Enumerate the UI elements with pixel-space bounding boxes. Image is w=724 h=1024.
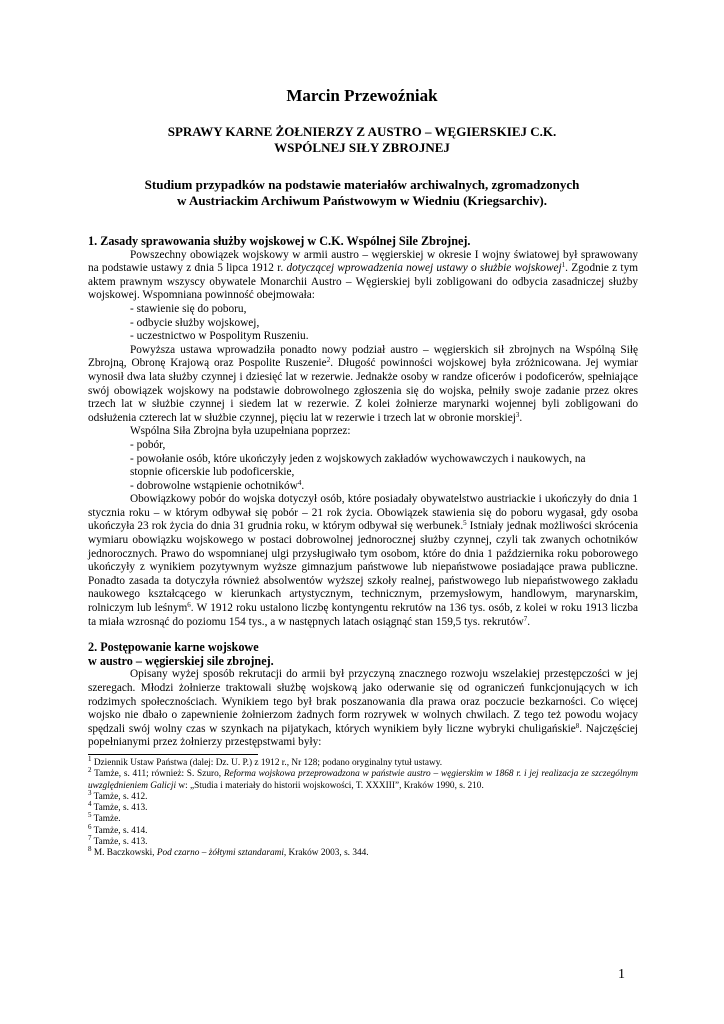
footnote-text: Tamże, s. 411; również: S. Szuro,	[94, 769, 224, 780]
list-item: - stawienie się do poboru,	[130, 302, 247, 315]
text-span: . Najczęściej popełnianymi przez żołnierzy przestępstwami były:	[88, 722, 638, 749]
document-subtitle	[100, 177, 624, 209]
footnote-ref: 6	[187, 601, 191, 610]
document-title	[100, 124, 624, 156]
footnote-ref: 8	[575, 721, 580, 730]
footnote-text: w: „Studia i materiały do historii wojskowości, T. XXXIII”, Kraków 1990, s. 210.	[176, 780, 484, 791]
footnote-text: Tamże, s. 413.	[93, 803, 148, 814]
footnotes	[88, 754, 638, 860]
footnote-text: Tamże, s. 413.	[93, 837, 148, 848]
footnote-2	[88, 766, 638, 792]
text-span: .	[527, 615, 531, 628]
subtitle-line-1: Studium przypadków na podstawie materiałów archiwalnych, zgromadzonych	[144, 177, 580, 192]
text-span: . Długość powinności wojskowej była zróżnicowana. Jej wymiar wynosił dwa lata służby czynnej i dziesięć lat w rezerwie. Jednakże osoby w randze oficerów i podoficerów, spełniające swój obowiązek wojskowy na podstawie dobrowolnego zgłoszenia się do wojska, pełniły swoje zadanie przez okres trzech lat w służbie czynnej i siedem lat w rezerwie. Z kolei żołnierze marynarki wojennej byli zobligowani do odsłużenia czterech lat w służbie czynnej, pięciu lat w rezerwie i trzech lat w obronie morskiej	[88, 357, 638, 424]
list-item: - odbycie służby wojskowej,	[130, 316, 260, 329]
text-span: . Zgodnie z tym aktem prawnym wszyscy obywatele Monarchii Austro – Węgierskiej byli zobligowani do odbycia zasadniczej służby wojskowej. Wspomniana powinność obejmowała:	[88, 262, 638, 302]
footnote-text: Tamże, s. 412.	[93, 791, 148, 802]
footnote-number: 1	[88, 754, 92, 763]
footnote-3	[88, 788, 638, 803]
author-name: Marcin Przewoźniak	[286, 86, 438, 105]
footnote-number: 2	[88, 766, 92, 775]
footnote-number: 8	[88, 845, 92, 854]
footnote-6	[88, 822, 638, 837]
text-span: - dobrowolne wstąpienie ochotników	[130, 479, 298, 492]
text-span: .	[301, 479, 305, 492]
italic-title: dotyczącej wprowadzenia nowej ustawy o służbie wojskowej	[286, 262, 562, 275]
footnote-1	[88, 754, 638, 769]
document-body	[88, 235, 638, 860]
list-item: - uczestnictwo w Pospolitym Ruszeniu.	[130, 330, 309, 343]
list-item: - pobór,	[130, 438, 166, 451]
footnote-text: Dziennik Ustaw Państwa (dalej: Dz. U. P.) z 1912 r., Nr 128; podano oryginalny tytuł ustawy.	[93, 757, 443, 768]
list-item-continuation: stopnie oficerskie lub podoficerskie,	[130, 466, 295, 479]
heading-line: 2. Postępowanie karne wojskowe	[88, 640, 259, 655]
footnote-ref: 5	[463, 519, 467, 528]
footnote-number: 7	[88, 834, 92, 843]
section-1-paragraph-2	[88, 344, 638, 426]
footnote-italic: Reforma wojskowa przeprowadzona w państwie austro – węgierskim w 1868 r. i jej realizacja ze szczególnym uwzględnieniem Galicji	[88, 769, 638, 791]
footnote-divider	[88, 754, 258, 755]
subtitle-line-2: w Austriackim Archiwum Państwowym w Wiedniu (Kriegsarchiv).	[177, 193, 547, 208]
heading-line: w austro – węgierskiej sile zbrojnej.	[88, 653, 274, 668]
section-1-heading: 1. Zasady sprawowania służby wojskowej w C.K. Wspólnej Sile Zbrojnej.	[88, 234, 471, 248]
footnote-number: 5	[88, 811, 92, 820]
footnote-text: M. Baczkowski,	[93, 848, 157, 859]
section-1-paragraph-3: Wspólna Siła Zbrojna była uzupełniana poprzez:	[130, 425, 351, 438]
footnote-text: Tamże, s. 414.	[93, 825, 148, 836]
title-line-1: SPRAWY KARNE ŻOŁNIERZY Z AUSTRO – WĘGIERSKIEJ C.K.	[167, 124, 557, 139]
list-item: - powołanie osób, które ukończyły jeden z wojskowych zakładów wychowawczych i naukowych, na	[130, 452, 586, 465]
footnote-ref: 2	[326, 356, 331, 365]
footnote-ref: 3	[515, 410, 520, 419]
text-span: Obowiązkowy pobór do wojska dotyczył osób, które posiadały obywatelstwo austriackie i ukończyły do dnia 1 stycznia roku – w którym odbywał się pobór – 21 rok życia. Obowiązek stawienia się do poboru wygasał, gdy osoba ukończyła 23 rok życia do dnia 31 grudnia roku, w którym odbywał się werbunek.	[88, 493, 638, 533]
footnote-ref: 1	[561, 261, 566, 270]
footnote-number: 4	[88, 800, 92, 809]
section-1-paragraph-4	[88, 493, 638, 629]
footnote-ref: 7	[523, 614, 528, 623]
text-span: Istniały jednak możliwości skrócenia wymiaru obowiązku wojskowego w postaci dobrowolnej jednorocznej służby czynnej, czyli tak zwanych ochotników jednorocznych. Prawo do wspomnianej ulgi przysługiwało tym osobom, które do dnia 1 października roku poborowego ukończyły z wynikiem pozytywnym wyższe gimnazjum państwowe lub niepaństwowe posiadające prawa publiczne. Ponadto zasada ta dotyczyła również absolwentów wyższej szkoły realnej, państwowego lub niepaństwowego zakładu naukowego kształcącego w kierunkach artystycznym, technicznym, przemysłowym, handlowym, marynarskim, rolniczym lub leśnym	[88, 520, 638, 615]
text-span: .	[519, 411, 523, 424]
footnote-5	[88, 811, 638, 825]
title-line-2: WSPÓLNEJ SIŁY ZBROJNEJ	[274, 140, 450, 155]
footnote-number: 3	[88, 788, 92, 797]
text-span: Opisany wyżej sposób rekrutacji do armii był przyczyną znacznego rozwoju wszelakiej przestępczości w jej szeregach. Młodzi żołnierze traktowali służbę wojskową jako oderwanie się od ograniczeń funkcjonujących w ich rodzimych społecznościach. Wynikiem tego był brak poszanowania dla prawa oraz poczucie bezkarności. Co więcej wojsko nie dbało o zapewnienie żołnierzom żadnych form rozrywek w wolnych chwilach. Z tego też powodu wojacy spędzali swój wolny czas w szynkach na pijatykach, których wynikiem były liczne wybryki chuligańskie	[88, 668, 638, 735]
section-2-heading	[88, 641, 638, 668]
footnote-text: Tamże.	[93, 814, 121, 825]
page-number: 1	[618, 967, 625, 982]
footnote-8	[88, 845, 638, 859]
list-item	[88, 480, 638, 494]
footnote-4	[88, 800, 638, 814]
footnote-ref: 4	[297, 478, 302, 487]
section-1-paragraph-1	[88, 249, 638, 303]
footnote-7	[88, 834, 638, 848]
footnote-text: , Kraków 2003, s. 344.	[283, 848, 369, 859]
footnote-number: 6	[88, 822, 92, 831]
text-span: Powszechny obowiązek wojskowy w armii austro – węgierskiej w okresie I wojny światowej był sprawowany na podstawie ustawy z dnia 5 lipca 1912 r.	[88, 248, 638, 275]
text-span: Powyższa ustawa wprowadziła ponadto nowy podział austro – węgierskich sił zbrojnych na Wspólną Siłę Zbrojną, Obronę Krajową oraz Pospolite Ruszenie	[88, 343, 638, 370]
text-span: . W 1912 roku ustalono liczbę kontyngentu rekrutów na 136 tys. osób, z kolei w roku 1913 liczba ta miała wzrosnąć do poziomu 154 tys., a w następnych latach osiągnąć stan 159,5 tys. rekrutów	[88, 602, 638, 628]
footnote-italic: Pod czarno – żółtymi sztandarami	[156, 848, 284, 859]
section-2-paragraph-1	[88, 668, 638, 750]
